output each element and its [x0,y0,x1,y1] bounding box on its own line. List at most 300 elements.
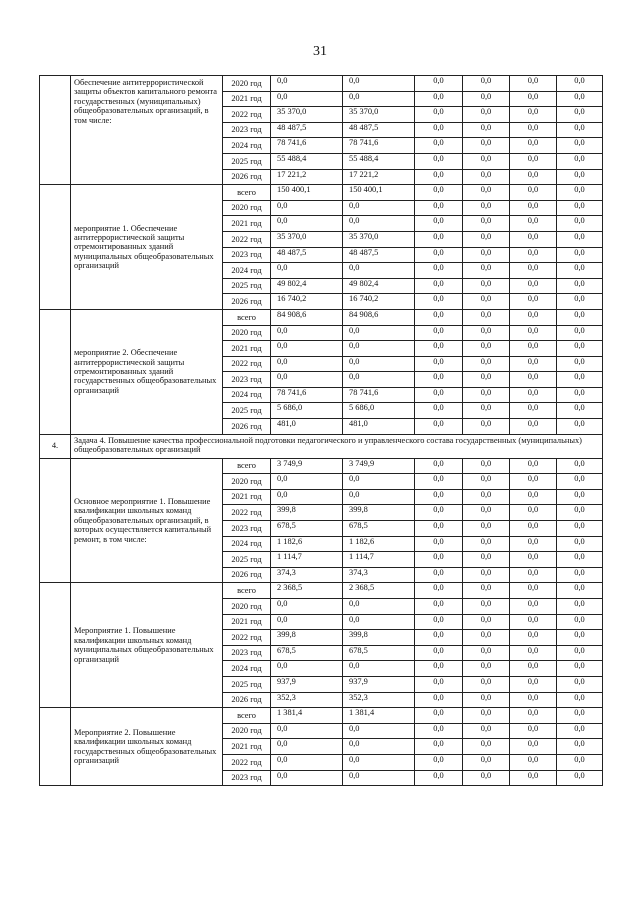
period-cell: всего [223,583,271,599]
value-cell: 0,0 [271,723,343,739]
value-cell: 374,3 [343,567,415,583]
value-cell: 352,3 [271,692,343,708]
value-cell: 0,0 [557,692,603,708]
value-cell: 0,0 [463,403,510,419]
value-cell: 0,0 [463,692,510,708]
value-cell: 3 749,9 [271,458,343,474]
value-cell: 399,8 [343,630,415,646]
index-cell [40,458,71,583]
value-cell: 0,0 [510,708,557,724]
value-cell: 0,0 [343,216,415,232]
value-cell: 0,0 [510,122,557,138]
period-cell: 2026 год [223,169,271,185]
value-cell: 0,0 [271,372,343,388]
value-cell: 0,0 [463,341,510,357]
value-cell: 0,0 [343,372,415,388]
value-cell: 0,0 [463,216,510,232]
value-cell: 0,0 [415,372,463,388]
value-cell: 0,0 [343,770,415,786]
value-cell: 78 741,6 [343,138,415,154]
value-cell: 0,0 [510,309,557,325]
value-cell: 0,0 [510,630,557,646]
value-cell: 0,0 [557,754,603,770]
value-cell: 0,0 [510,263,557,279]
value-cell: 78 741,6 [271,138,343,154]
value-cell: 0,0 [463,91,510,107]
period-cell: 2022 год [223,231,271,247]
value-cell: 0,0 [343,91,415,107]
period-cell: 2022 год [223,630,271,646]
value-cell: 0,0 [415,216,463,232]
value-cell: 0,0 [463,567,510,583]
value-cell: 0,0 [343,356,415,372]
value-cell: 0,0 [557,278,603,294]
measure-name-cell: Мероприятие 2. Повышение квалификации школьных команд государственных общеобразовательных организаций [71,708,223,786]
value-cell: 0,0 [415,739,463,755]
value-cell: 0,0 [510,247,557,263]
value-cell: 0,0 [415,107,463,123]
value-cell: 481,0 [271,419,343,435]
value-cell: 0,0 [510,489,557,505]
value-cell: 0,0 [463,583,510,599]
value-cell: 35 370,0 [271,231,343,247]
value-cell: 0,0 [463,107,510,123]
period-cell: 2025 год [223,676,271,692]
value-cell: 0,0 [463,552,510,568]
value-cell: 0,0 [415,200,463,216]
value-cell: 0,0 [510,739,557,755]
value-cell: 0,0 [343,200,415,216]
value-cell: 0,0 [343,325,415,341]
value-cell: 0,0 [557,583,603,599]
value-cell: 0,0 [415,122,463,138]
value-cell: 0,0 [557,567,603,583]
value-cell: 0,0 [415,247,463,263]
value-cell: 55 488,4 [271,153,343,169]
value-cell: 1 114,7 [343,552,415,568]
period-cell: 2025 год [223,278,271,294]
value-cell: 0,0 [510,216,557,232]
value-cell: 84 908,6 [343,309,415,325]
value-cell: 0,0 [463,169,510,185]
value-cell: 49 802,4 [343,278,415,294]
period-cell: 2020 год [223,200,271,216]
value-cell: 0,0 [463,676,510,692]
value-cell: 0,0 [463,489,510,505]
value-cell: 0,0 [343,76,415,92]
value-cell: 0,0 [415,231,463,247]
value-cell: 0,0 [415,505,463,521]
value-cell: 0,0 [557,247,603,263]
value-cell: 0,0 [463,521,510,537]
value-cell: 0,0 [343,661,415,677]
value-cell: 0,0 [463,185,510,201]
value-cell: 0,0 [510,458,557,474]
value-cell: 0,0 [557,138,603,154]
value-cell: 0,0 [415,536,463,552]
value-cell: 0,0 [510,294,557,310]
task-title-cell: Задача 4. Повышение качества профессиональной подготовки педагогического и управленческого состава государственных (муниципальных) общеобразовательных организаций [71,434,603,458]
value-cell: 0,0 [415,153,463,169]
value-cell: 0,0 [557,645,603,661]
value-cell: 0,0 [415,185,463,201]
period-cell: 2024 год [223,138,271,154]
value-cell: 0,0 [415,583,463,599]
value-cell: 0,0 [557,723,603,739]
value-cell: 0,0 [510,107,557,123]
value-cell: 0,0 [510,474,557,490]
index-cell [40,583,71,708]
period-cell: 2023 год [223,372,271,388]
value-cell: 0,0 [510,661,557,677]
value-cell: 0,0 [415,614,463,630]
period-cell: 2020 год [223,325,271,341]
value-cell: 35 370,0 [343,107,415,123]
period-cell: 2026 год [223,567,271,583]
value-cell: 0,0 [415,356,463,372]
value-cell: 0,0 [510,505,557,521]
value-cell: 0,0 [415,387,463,403]
value-cell: 0,0 [557,474,603,490]
value-cell: 0,0 [557,599,603,615]
value-cell: 678,5 [271,645,343,661]
value-cell: 35 370,0 [343,231,415,247]
value-cell: 0,0 [415,403,463,419]
value-cell: 0,0 [557,216,603,232]
table-row [40,458,603,474]
value-cell: 0,0 [415,309,463,325]
value-cell: 0,0 [415,552,463,568]
value-cell: 0,0 [557,770,603,786]
measure-name-cell: Обеспечение антитеррористической защиты объектов капитального ремонта государственных (муниципальных) общеобразовательных организаций, в том числе: [71,76,223,185]
value-cell: 3 749,9 [343,458,415,474]
value-cell: 0,0 [463,630,510,646]
value-cell: 0,0 [557,294,603,310]
value-cell: 0,0 [510,583,557,599]
value-cell: 0,0 [271,200,343,216]
value-cell: 0,0 [557,521,603,537]
value-cell: 0,0 [463,505,510,521]
value-cell: 399,8 [271,630,343,646]
table-row [40,708,603,724]
value-cell: 0,0 [557,614,603,630]
value-cell: 0,0 [463,645,510,661]
value-cell: 0,0 [271,474,343,490]
period-cell: 2023 год [223,247,271,263]
value-cell: 2 368,5 [343,583,415,599]
value-cell: 0,0 [510,645,557,661]
value-cell: 0,0 [415,341,463,357]
value-cell: 0,0 [271,489,343,505]
index-cell [40,309,71,434]
value-cell: 0,0 [557,630,603,646]
value-cell: 0,0 [271,76,343,92]
value-cell: 84 908,6 [271,309,343,325]
value-cell: 0,0 [415,567,463,583]
value-cell: 0,0 [415,76,463,92]
value-cell: 0,0 [557,325,603,341]
value-cell: 0,0 [271,91,343,107]
value-cell: 0,0 [557,739,603,755]
value-cell: 0,0 [415,458,463,474]
value-cell: 55 488,4 [343,153,415,169]
value-cell: 0,0 [463,474,510,490]
value-cell: 0,0 [271,739,343,755]
value-cell: 0,0 [510,356,557,372]
value-cell: 0,0 [415,754,463,770]
value-cell: 0,0 [463,723,510,739]
value-cell: 0,0 [557,200,603,216]
value-cell: 0,0 [510,754,557,770]
table-body [40,76,603,786]
value-cell: 0,0 [343,739,415,755]
value-cell: 0,0 [463,458,510,474]
value-cell: 0,0 [557,76,603,92]
task-row [40,434,603,458]
value-cell: 1 114,7 [271,552,343,568]
value-cell: 0,0 [510,153,557,169]
value-cell: 0,0 [510,341,557,357]
period-cell: 2022 год [223,505,271,521]
value-cell: 0,0 [463,309,510,325]
period-cell: 2021 год [223,216,271,232]
value-cell: 0,0 [510,91,557,107]
value-cell: 937,9 [343,676,415,692]
value-cell: 0,0 [510,536,557,552]
period-cell: 2024 год [223,661,271,677]
value-cell: 0,0 [415,692,463,708]
value-cell: 0,0 [343,474,415,490]
value-cell: 0,0 [510,614,557,630]
period-cell: 2022 год [223,356,271,372]
value-cell: 150 400,1 [271,185,343,201]
value-cell: 48 487,5 [343,122,415,138]
index-cell [40,76,71,185]
value-cell: 0,0 [415,325,463,341]
value-cell: 0,0 [415,138,463,154]
value-cell: 0,0 [463,599,510,615]
value-cell: 16 740,2 [343,294,415,310]
value-cell: 0,0 [510,403,557,419]
value-cell: 0,0 [463,278,510,294]
value-cell: 0,0 [415,489,463,505]
period-cell: всего [223,185,271,201]
value-cell: 0,0 [463,739,510,755]
value-cell: 0,0 [271,341,343,357]
period-cell: 2020 год [223,76,271,92]
index-cell [40,708,71,786]
measure-name-cell: Мероприятие 1. Повышение квалификации школьных команд муниципальных общеобразовательных организаций [71,583,223,708]
period-cell: 2021 год [223,341,271,357]
value-cell: 0,0 [271,770,343,786]
value-cell: 48 487,5 [343,247,415,263]
value-cell: 0,0 [415,676,463,692]
value-cell: 0,0 [415,169,463,185]
table-row [40,185,603,201]
value-cell: 352,3 [343,692,415,708]
value-cell: 78 741,6 [271,387,343,403]
value-cell: 0,0 [415,474,463,490]
value-cell: 0,0 [343,341,415,357]
value-cell: 0,0 [463,356,510,372]
value-cell: 16 740,2 [271,294,343,310]
value-cell: 0,0 [463,614,510,630]
period-cell: всего [223,309,271,325]
measure-name-cell: мероприятие 1. Обеспечение антитеррористической защиты отремонтированных зданий муниципальных общеобразовательных организаций [71,185,223,310]
value-cell: 0,0 [557,387,603,403]
value-cell: 0,0 [343,489,415,505]
period-cell: 2024 год [223,263,271,279]
value-cell: 0,0 [510,770,557,786]
value-cell: 0,0 [510,76,557,92]
value-cell: 0,0 [463,231,510,247]
value-cell: 0,0 [463,294,510,310]
value-cell: 0,0 [463,661,510,677]
period-cell: 2021 год [223,91,271,107]
value-cell: 481,0 [343,419,415,435]
index-cell [40,185,71,310]
period-cell: 2024 год [223,536,271,552]
period-cell: 2020 год [223,723,271,739]
value-cell: 374,3 [271,567,343,583]
value-cell: 0,0 [510,138,557,154]
period-cell: 2025 год [223,552,271,568]
value-cell: 0,0 [343,599,415,615]
value-cell: 0,0 [510,387,557,403]
value-cell: 0,0 [557,91,603,107]
value-cell: 49 802,4 [271,278,343,294]
value-cell: 0,0 [510,692,557,708]
value-cell: 0,0 [415,263,463,279]
value-cell: 0,0 [463,754,510,770]
value-cell: 35 370,0 [271,107,343,123]
value-cell: 0,0 [415,645,463,661]
period-cell: 2026 год [223,419,271,435]
period-cell: 2023 год [223,122,271,138]
value-cell: 0,0 [510,567,557,583]
value-cell: 0,0 [510,278,557,294]
value-cell: 0,0 [510,521,557,537]
period-cell: 2023 год [223,521,271,537]
value-cell: 0,0 [557,309,603,325]
period-cell: 2021 год [223,489,271,505]
value-cell: 937,9 [271,676,343,692]
value-cell: 48 487,5 [271,247,343,263]
value-cell: 0,0 [415,708,463,724]
value-cell: 0,0 [557,458,603,474]
value-cell: 678,5 [343,521,415,537]
measure-name-cell: Основное мероприятие 1. Повышение квалификации школьных команд общеобразовательных организаций, в которых осуществляется капитальный ремонт, в том числе: [71,458,223,583]
value-cell: 48 487,5 [271,122,343,138]
value-cell: 0,0 [510,325,557,341]
value-cell: 0,0 [510,552,557,568]
value-cell: 17 221,2 [271,169,343,185]
value-cell: 0,0 [510,231,557,247]
value-cell: 0,0 [557,263,603,279]
value-cell: 1 381,4 [343,708,415,724]
value-cell: 0,0 [271,661,343,677]
value-cell: 0,0 [463,247,510,263]
value-cell: 0,0 [557,107,603,123]
period-cell: 2022 год [223,754,271,770]
value-cell: 0,0 [557,372,603,388]
value-cell: 0,0 [557,661,603,677]
task-number-cell: 4. [40,434,71,458]
value-cell: 0,0 [557,552,603,568]
value-cell: 0,0 [343,723,415,739]
value-cell: 0,0 [463,708,510,724]
value-cell: 0,0 [557,169,603,185]
value-cell: 0,0 [463,122,510,138]
value-cell: 0,0 [463,200,510,216]
value-cell: 0,0 [557,185,603,201]
value-cell: 0,0 [271,356,343,372]
value-cell: 399,8 [271,505,343,521]
value-cell: 0,0 [463,536,510,552]
measure-name-cell: мероприятие 2. Обеспечение антитеррористической защиты отремонтированных зданий государственных общеобразовательных организаций [71,309,223,434]
value-cell: 0,0 [510,419,557,435]
value-cell: 0,0 [557,122,603,138]
period-cell: 2025 год [223,153,271,169]
value-cell: 0,0 [557,676,603,692]
period-cell: 2020 год [223,474,271,490]
value-cell: 0,0 [557,153,603,169]
value-cell: 0,0 [557,708,603,724]
value-cell: 0,0 [415,419,463,435]
period-cell: 2020 год [223,599,271,615]
page-number: 31 [313,44,327,59]
value-cell: 0,0 [271,614,343,630]
value-cell: 0,0 [557,403,603,419]
value-cell: 0,0 [463,153,510,169]
period-cell: 2025 год [223,403,271,419]
value-cell: 0,0 [463,138,510,154]
value-cell: 0,0 [415,91,463,107]
value-cell: 678,5 [271,521,343,537]
value-cell: 0,0 [510,723,557,739]
value-cell: 0,0 [557,356,603,372]
value-cell: 1 182,6 [271,536,343,552]
value-cell: 399,8 [343,505,415,521]
value-cell: 150 400,1 [343,185,415,201]
value-cell: 678,5 [343,645,415,661]
value-cell: 0,0 [510,599,557,615]
value-cell: 0,0 [463,372,510,388]
budget-table [39,75,603,786]
table-row [40,583,603,599]
period-cell: 2024 год [223,387,271,403]
value-cell: 0,0 [415,521,463,537]
value-cell: 0,0 [557,341,603,357]
period-cell: 2021 год [223,614,271,630]
value-cell: 0,0 [557,505,603,521]
value-cell: 0,0 [271,599,343,615]
value-cell: 0,0 [463,76,510,92]
value-cell: 0,0 [415,723,463,739]
period-cell: 2026 год [223,294,271,310]
value-cell: 0,0 [415,599,463,615]
value-cell: 0,0 [463,770,510,786]
period-cell: 2023 год [223,770,271,786]
value-cell: 0,0 [557,231,603,247]
period-cell: 2023 год [223,645,271,661]
value-cell: 0,0 [415,630,463,646]
value-cell: 0,0 [343,754,415,770]
value-cell: 0,0 [271,216,343,232]
period-cell: 2022 год [223,107,271,123]
period-cell: 2021 год [223,739,271,755]
table-row [40,309,603,325]
